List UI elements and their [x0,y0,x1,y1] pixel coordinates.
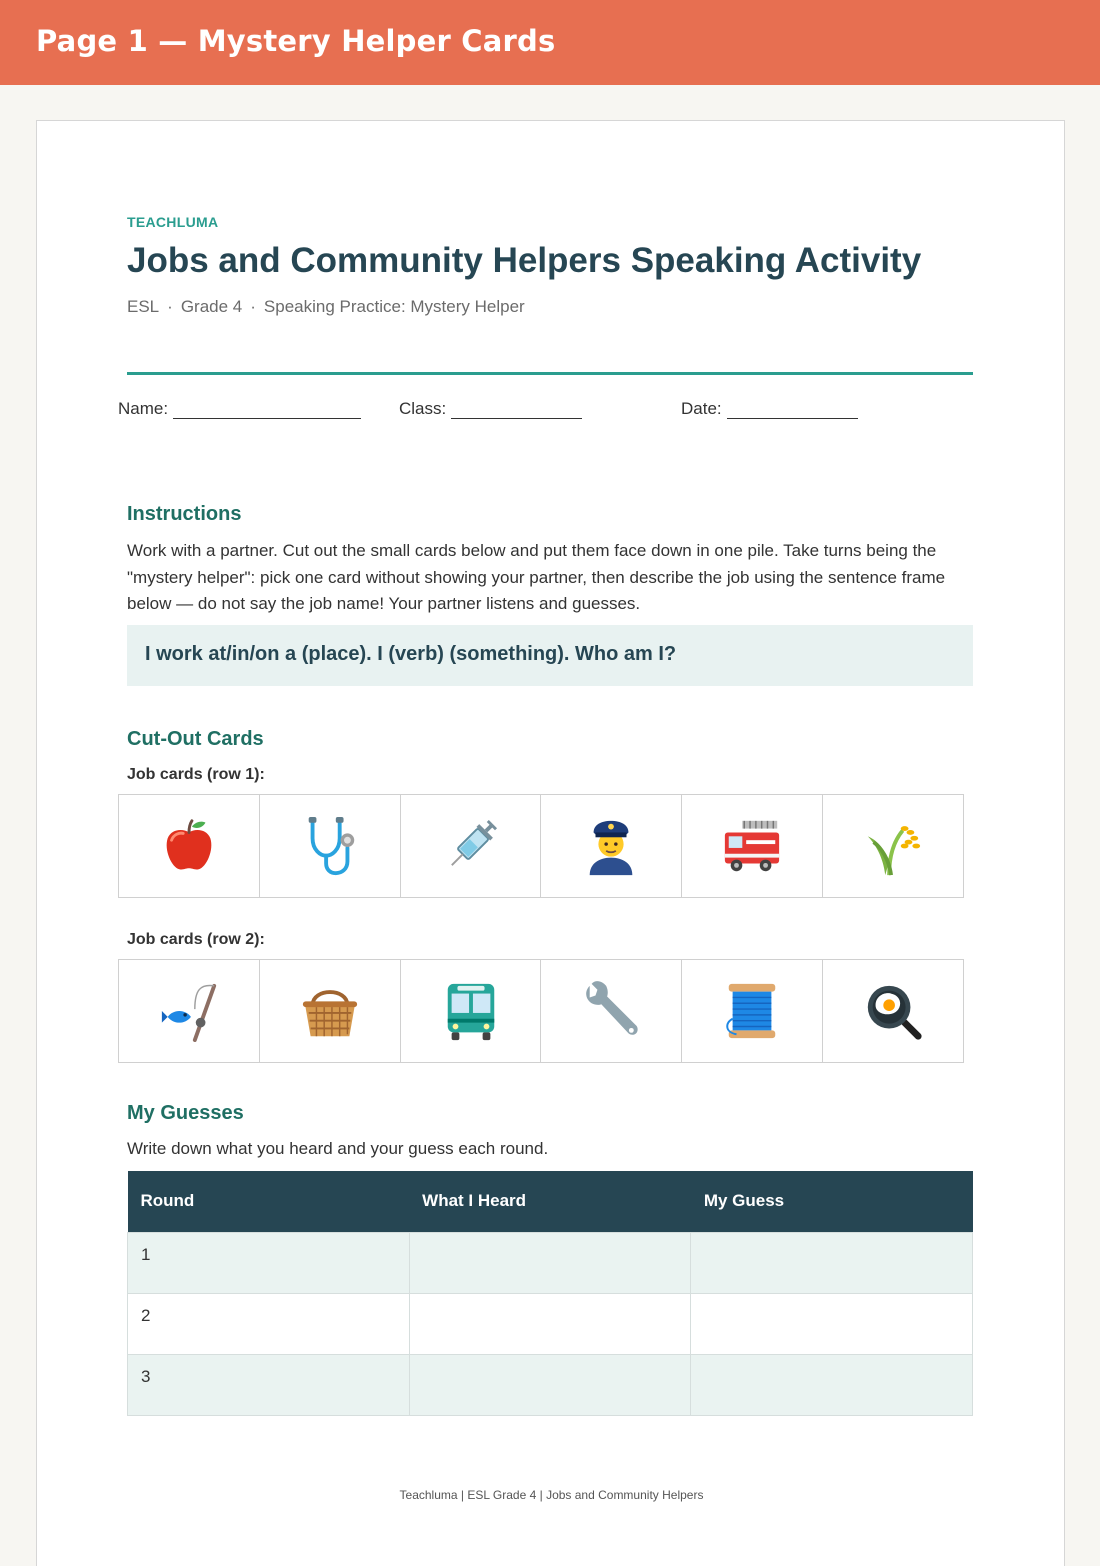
heard-cell[interactable] [409,1232,691,1293]
police-officer-icon [580,815,642,877]
instructions-text: Work with a partner. Cut out the small cards below and put them face down in one pile. Take turns being the "mystery helper": pick one card without showing your partner, then describe the job using the sentence frame below — do not say the job name! Your partner listens and guesses. [127,541,946,613]
col-what-i-heard: What I Heard [409,1171,691,1232]
card-row-2 [118,959,964,1063]
fishing-pole-icon [158,980,220,1042]
instructions-heading: Instructions [127,503,242,525]
wrench-icon [580,980,642,1042]
heard-cell[interactable] [409,1293,691,1354]
date-line[interactable] [727,402,858,419]
date-field[interactable] [681,399,858,419]
round-cell: 1 [128,1232,410,1293]
sentence-frame [127,625,973,686]
guess-cell[interactable] [691,1354,973,1415]
page-footer: Teachluma | ESL Grade 4 | Jobs and Community Helpers [399,1488,704,1502]
heard-cell[interactable] [409,1354,691,1415]
cards-heading: Cut-Out Cards [127,728,264,750]
card-row-1 [118,794,964,898]
table-header-row [128,1171,973,1232]
page-banner [0,0,1100,85]
card[interactable] [119,960,260,1062]
row1-label: Job cards (row 1): [127,766,265,783]
card[interactable] [119,795,260,897]
table-row [128,1293,973,1354]
round-cell: 3 [128,1354,410,1415]
frying-pan-icon [862,980,924,1042]
col-my-guess: My Guess [691,1171,973,1232]
table-row [128,1354,973,1415]
meta-activity: Speaking Practice: Mystery Helper [263,297,525,316]
guesses-table [127,1171,973,1416]
name-label: Name: [118,399,169,418]
table-row [128,1232,973,1293]
stethoscope-icon [299,815,361,877]
thread-spool-icon [721,980,783,1042]
guesses-heading: My Guesses [127,1102,244,1124]
date-label: Date: [681,399,722,418]
card[interactable] [541,795,682,897]
card[interactable] [682,960,823,1062]
basket-icon [299,980,361,1042]
guesses-intro: Write down what you heard and your guess each round. [127,1139,549,1158]
meta-subject: ESL [127,297,160,316]
divider [127,372,973,375]
class-field[interactable] [399,399,582,419]
card[interactable] [823,795,963,897]
fire-engine-icon [721,815,783,877]
class-line[interactable] [451,402,582,419]
guess-cell[interactable] [691,1232,973,1293]
banner-title: Page 1 — Mystery Helper Cards [36,24,556,58]
card[interactable] [541,960,682,1062]
card[interactable] [260,960,401,1062]
brand-label: TEACHLUMA [127,214,219,230]
col-round: Round [128,1171,410,1232]
bus-icon [440,980,502,1042]
apple-icon [158,815,220,877]
round-cell: 2 [128,1293,410,1354]
syringe-icon [440,815,502,877]
guess-cell[interactable] [691,1293,973,1354]
card[interactable] [401,960,542,1062]
card[interactable] [401,795,542,897]
rice-plant-icon [862,815,924,877]
subtitle-meta: ESL · Grade 4 · Speaking Practice: Mystery Helper [127,297,525,316]
card[interactable] [682,795,823,897]
name-line[interactable] [173,402,361,419]
row2-label: Job cards (row 2): [127,931,265,948]
name-field[interactable] [118,399,361,419]
page-title: Jobs and Community Helpers Speaking Activity [127,241,922,280]
sentence-frame-text: I work at/in/on a (place). I (verb) (something). Who am I? [145,643,677,665]
meta-grade: Grade 4 [180,297,243,316]
card[interactable] [260,795,401,897]
worksheet [36,120,1065,1566]
class-label: Class: [399,399,447,418]
card[interactable] [823,960,963,1062]
